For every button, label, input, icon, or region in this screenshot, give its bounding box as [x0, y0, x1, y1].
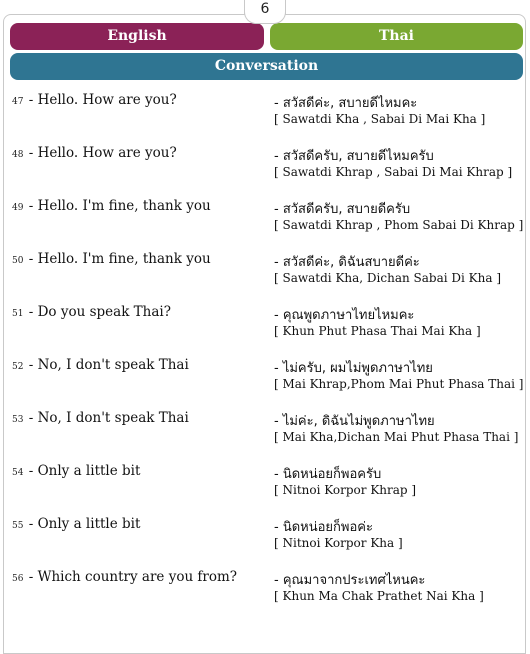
phrase-number: 54 — [12, 468, 24, 478]
phrase-number: 50 — [12, 256, 24, 266]
english-phrase — [12, 92, 177, 108]
english-text: - Which country are you from? — [24, 569, 238, 585]
english-phrase — [12, 516, 140, 532]
romanization: [ Sawatdi Kha, Dichan Sabai Di Kha ] — [274, 271, 502, 285]
english-phrase — [12, 410, 189, 426]
english-column-header: English — [10, 23, 264, 50]
phrase-number: 52 — [12, 362, 24, 372]
thai-phrase: - สวัสดีค่ะ, สบายดีไหมคะ — [274, 96, 418, 111]
romanization: [ Mai Kha,Dichan Mai Phut Phasa Thai ] — [274, 430, 519, 444]
phrase-row — [0, 245, 530, 298]
romanization: [ Mai Khrap,Phom Mai Phut Phasa Thai ] — [274, 377, 524, 391]
phrase-number: 55 — [12, 521, 24, 531]
thai-phrase: - สวัสดีครับ, สบายดีไหมครับ — [274, 149, 434, 164]
english-phrase — [12, 569, 237, 585]
thai-phrase: - สวัสดีค่ะ, ดิฉันสบายดีค่ะ — [274, 255, 420, 270]
english-phrase — [12, 198, 211, 214]
phrase-row — [0, 139, 530, 192]
thai-column-header: Thai — [270, 23, 523, 50]
english-phrase — [12, 463, 140, 479]
english-phrase — [12, 357, 189, 373]
phrase-row — [0, 510, 530, 563]
romanization: [ Sawatdi Kha , Sabai Di Mai Kha ] — [274, 112, 486, 126]
section-title: Conversation — [10, 53, 523, 80]
thai-phrase: - นิดหน่อยก็พอค่ะ — [274, 520, 373, 535]
page-number: 6 — [244, 0, 286, 24]
romanization: [ Sawatdi Khrap , Phom Sabai Di Khrap ] — [274, 218, 524, 232]
phrase-number: 53 — [12, 415, 24, 425]
romanization: [ Nitnoi Korpor Kha ] — [274, 536, 403, 550]
phrase-row — [0, 563, 530, 616]
phrase-list — [0, 86, 530, 616]
english-text: - Hello. How are you? — [24, 92, 177, 108]
english-text: - No, I don't speak Thai — [24, 357, 189, 373]
phrase-number: 51 — [12, 309, 24, 319]
phrase-number: 47 — [12, 97, 24, 107]
romanization: [ Nitnoi Korpor Khrap ] — [274, 483, 417, 497]
english-text: - Do you speak Thai? — [24, 304, 171, 320]
english-text: - No, I don't speak Thai — [24, 410, 189, 426]
phrase-number: 48 — [12, 150, 24, 160]
phrase-number: 49 — [12, 203, 24, 213]
thai-phrase: - ไม่ครับ, ผมไม่พูดภาษาไทย — [274, 361, 433, 376]
phrase-row — [0, 298, 530, 351]
phrase-row — [0, 192, 530, 245]
romanization: [ Khun Phut Phasa Thai Mai Kha ] — [274, 324, 481, 338]
romanization: [ Khun Ma Chak Prathet Nai Kha ] — [274, 589, 484, 603]
thai-phrase: - สวัสดีครับ, สบายดีครับ — [274, 202, 411, 217]
english-text: - Only a little bit — [24, 463, 141, 479]
thai-phrase: - นิดหน่อยก็พอครับ — [274, 467, 382, 482]
thai-phrase: - คุณมาจากประเทศไหนคะ — [274, 573, 426, 588]
english-phrase — [12, 251, 211, 267]
phrase-number: 56 — [12, 574, 24, 584]
thai-phrase: - ไม่ค่ะ, ดิฉันไม่พูดภาษาไทย — [274, 414, 435, 429]
english-text: - Only a little bit — [24, 516, 141, 532]
romanization: [ Sawatdi Khrap , Sabai Di Mai Khrap ] — [274, 165, 513, 179]
english-text: - Hello. I'm fine, thank you — [24, 251, 211, 267]
english-phrase — [12, 145, 177, 161]
phrase-row — [0, 351, 530, 404]
english-phrase — [12, 304, 171, 320]
english-text: - Hello. How are you? — [24, 145, 177, 161]
phrase-row — [0, 457, 530, 510]
phrase-row — [0, 404, 530, 457]
thai-phrase: - คุณพูดภาษาไทยไหมคะ — [274, 308, 415, 323]
phrase-row — [0, 86, 530, 139]
english-text: - Hello. I'm fine, thank you — [24, 198, 211, 214]
